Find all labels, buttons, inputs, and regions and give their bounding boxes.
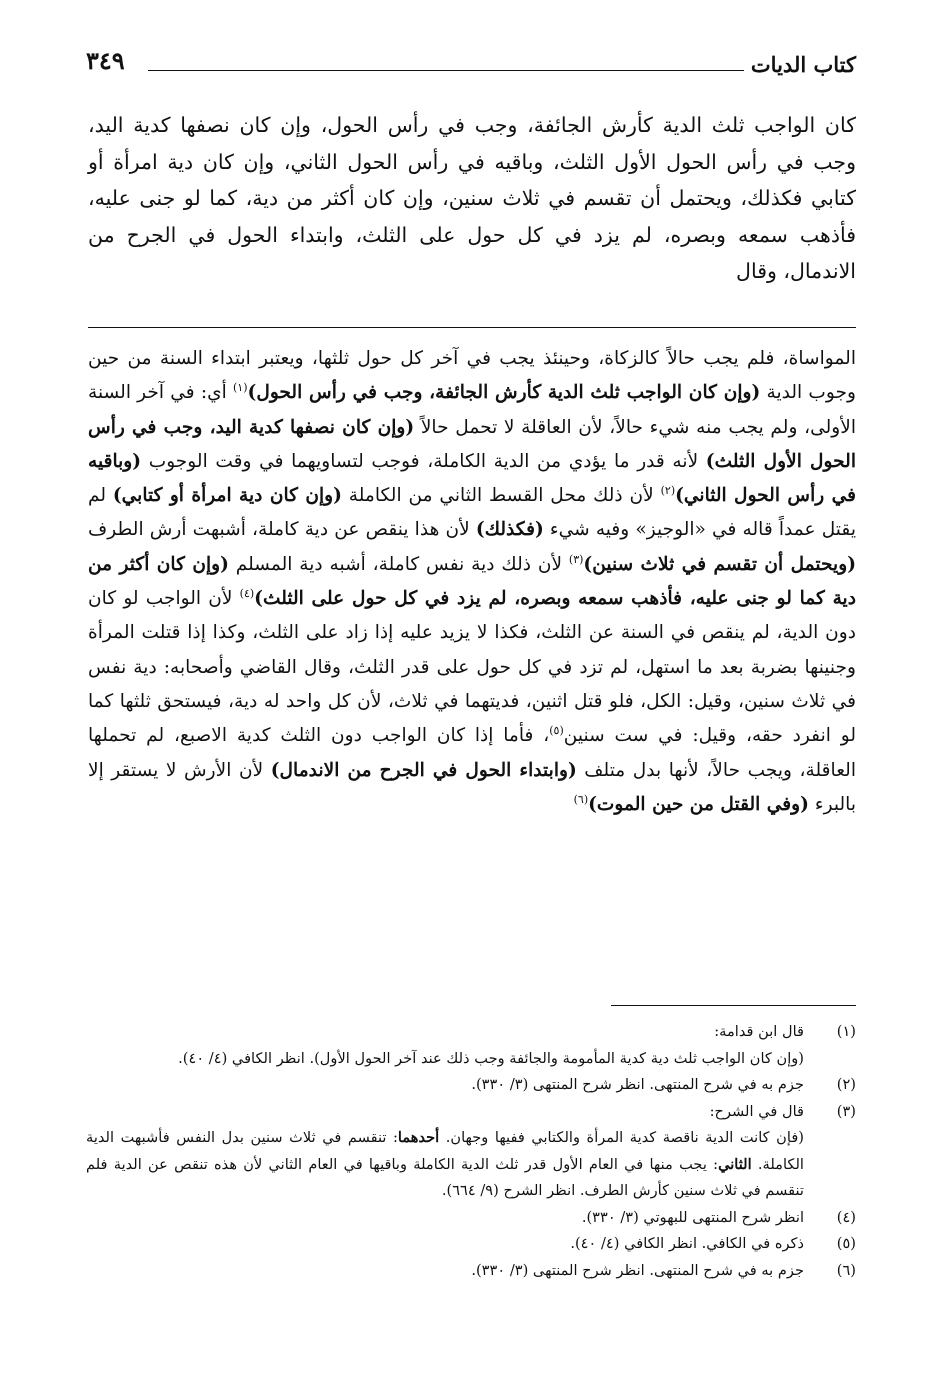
footnote-2 bbox=[86, 1072, 856, 1099]
footnote-number: (٦) bbox=[836, 1261, 856, 1279]
running-header bbox=[86, 44, 856, 84]
footnote-text: قال في الشرح: bbox=[709, 1102, 804, 1120]
footnote-ref: (٣) bbox=[568, 552, 584, 566]
quote-heading: أحدهما bbox=[397, 1129, 440, 1146]
footnote-text: قال ابن قدامة: bbox=[714, 1023, 804, 1040]
commentary-span: لأن ذلك دية نفس كاملة، أشبه دية المسلم bbox=[228, 553, 569, 575]
footnote-3 bbox=[86, 1099, 856, 1205]
footnote-number: (٣) bbox=[836, 1102, 856, 1120]
footnote-6 bbox=[86, 1258, 856, 1285]
commentary-text bbox=[88, 342, 856, 822]
commentary-span: لأنه قدر ما يؤدي من الدية الكاملة، فوجب لتساويهما في وقت الوجوب bbox=[141, 450, 706, 472]
footnote-text: جزم به في شرح المنتهى. انظر شرح المنتهى (٣/ ٣٣٠). bbox=[471, 1261, 804, 1279]
commentary-span: ، فأما إذا كان الواجب دون الثلث كدية الاصبع، لم تحملها العاقلة، ويجب حالاً، لأنها بدل متلف bbox=[88, 725, 857, 781]
footnote-number: (٥) bbox=[836, 1235, 856, 1252]
footnote-ref: (١) bbox=[233, 381, 248, 395]
quoted-matn: (وإن كان دية امرأة أو كتابي) bbox=[112, 485, 342, 507]
footnote-5 bbox=[86, 1231, 856, 1258]
quoted-matn: (وابتداء الحول في الجرح من الاندمال) bbox=[270, 759, 577, 781]
commentary-span: أي: في آخر السنة الأولى، ولم يجب منه شيء حالاً، لأن العاقلة لا تحمل حالاً bbox=[88, 382, 856, 438]
quote-span: : يجب منها في العام الأول قدر ثلث الدية الكاملة وباقيها في العام الثاني لأن هذه تنقص عن الدية فلم تنقسم في ثلاث سنين كأرش الطرف. انظر الشرح (٩/ ٦٦٤). bbox=[86, 1155, 804, 1199]
commentary-span: لم يقتل عمداً قاله في «الوجيز» وفيه شيء bbox=[88, 485, 856, 541]
header-rule bbox=[148, 70, 744, 71]
footnote-ref: (٦) bbox=[573, 792, 589, 806]
footnote-text: جزم به في شرح المنتهى. انظر شرح المنتهى (٣/ ٣٣٠). bbox=[471, 1076, 804, 1093]
quoted-matn: (فكذلك) bbox=[475, 519, 544, 541]
footnote-text: انظر شرح المنتهى للبهوتي (٣/ ٣٣٠). bbox=[581, 1208, 804, 1226]
quoted-matn: (وإن كان أكثر من دية كما لو جنى عليه، فأذهب سمعه وبصره، لم يزد في كل حول على الثلث) bbox=[88, 553, 856, 610]
quoted-matn: (وفي القتل من حين الموت) bbox=[588, 793, 809, 815]
quote-span: : تنقسم في ثلاث سنين بدل النفس فأشبهت الدية الكاملة. bbox=[86, 1129, 804, 1173]
commentary-span: لأن الواجب لو كان دون الدية، لم ينقص في السنة عن الثلث، فكذا لا يزيد عليه إذا زاد على الثلث، وكذا إذا قتلت المرأة وجنينها بضربة بعد ما استهل، لم تزد في كل حول على قدر الثلث، وقال القاضي وأصحابه: دية نفس في ثلاث سنين، وقيل: الكل، فلو قتل اثنين، فديتهما في ثلاث، لأن كل واحد له دية، فيستحق ثلثها كما لو انفرد حقه، وقيل: في ست سنين bbox=[88, 588, 856, 747]
commentary-span: لأن هذا ينقص عن دية كاملة، أشبهت أرش الطرف bbox=[88, 519, 476, 541]
footnote-separator bbox=[611, 1005, 856, 1006]
quoted-matn: (وإن كان الواجب ثلث الدية كأرش الجائفة، وجب في رأس الحول) bbox=[247, 382, 761, 404]
main-text: كان الواجب ثلث الدية كأرش الجائفة، وجب في رأس الحول، وإن كان نصفها كدية اليد، وجب في رأس الحول الأول الثلث، وباقيه في رأس الحول الثاني، وإن كان دية امرأة أو كتابي فكذلك، ويحتمل أن تقسم في ثلاث سنين، وإن كان أكثر من دية، كما لو جنى عليه، فأذهب سمعه وبصره، لم يزد في كل حول على الثلث، وابتداء الحول في الجرح من الاندمال، وقال bbox=[88, 113, 856, 284]
text-separator-rule bbox=[88, 327, 856, 328]
quoted-matn: (وباقيه في رأس الحول الثاني) bbox=[88, 450, 856, 507]
quoted-matn: (ويحتمل أن تقسم في ثلاث سنين) bbox=[583, 553, 856, 575]
footnote-4 bbox=[86, 1205, 856, 1232]
quoted-matn: (وإن كان نصفها كدية اليد، وجب في رأس الحول الأول الثلث) bbox=[88, 416, 856, 472]
footnote-ref: (٤) bbox=[239, 586, 255, 600]
footnote-number: (٢) bbox=[836, 1076, 856, 1093]
chapter-title: كتاب الديات bbox=[750, 52, 856, 77]
footnote-1 bbox=[86, 1019, 856, 1072]
footnote-quote bbox=[86, 1125, 804, 1205]
commentary-span: لأن ذلك محل القسط الثاني من الكاملة bbox=[341, 485, 661, 507]
page-number: ٣٤٩ bbox=[86, 46, 125, 75]
footnote-number: (٤) bbox=[836, 1208, 856, 1226]
footnote-text: ذكره في الكافي. انظر الكافي (٤/ ٤٠). bbox=[570, 1235, 804, 1252]
footnote-ref: (٥) bbox=[549, 724, 564, 738]
commentary-span: لأن الأرش لا يستقر إلا بالبرء bbox=[88, 759, 856, 815]
commentary-span: المواساة، فلم يجب حالاً كالزكاة، وحينئذ يجب في آخر كل حول ثلثها، ويعتبر ابتداء السنة من حين وجوب الدية bbox=[88, 348, 856, 404]
footnote-ref: (٢) bbox=[660, 484, 676, 497]
footnote-quote: (وإن كان الواجب ثلث دية كدية المأمومة والجائفة وجب ذلك عند آخر الحول الأول). انظر الكافي (٤/ ٤٠). bbox=[178, 1049, 804, 1067]
quote-span: (فإن كانت الدية ناقصة كدية المرأة والكتابي ففيها وجهان. bbox=[439, 1129, 804, 1146]
footnotes bbox=[86, 1019, 856, 1284]
quote-heading: الثاني bbox=[718, 1155, 752, 1173]
footnote-number: (١) bbox=[836, 1023, 856, 1040]
